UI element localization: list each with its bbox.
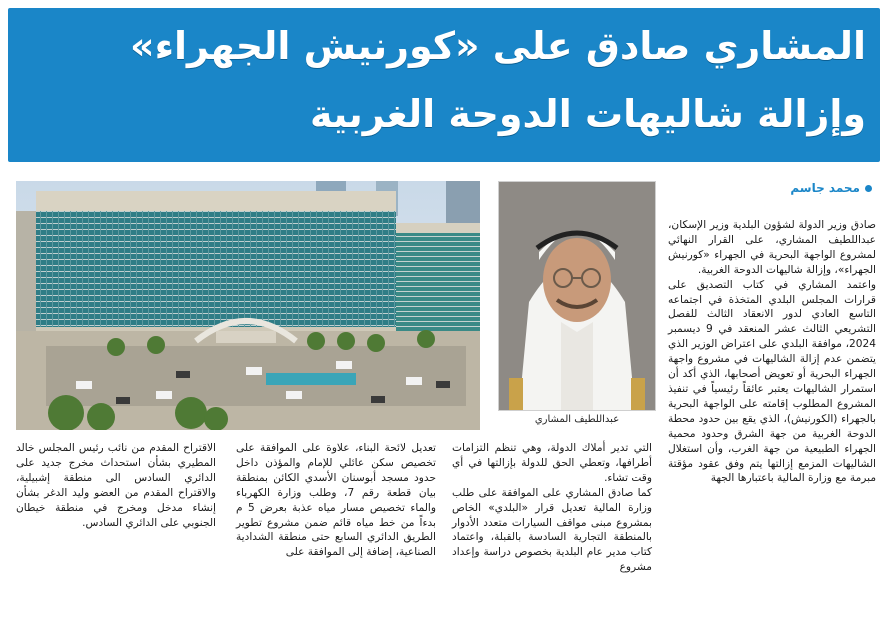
byline-author: محمد جاسم <box>790 181 860 195</box>
headline-line-2: وإزالة شاليهات الدوحة الغربية <box>309 92 866 136</box>
headline-line-1: المشاري صادق على «كورنيش الجهراء» <box>130 24 866 68</box>
portrait-photo <box>498 181 656 411</box>
article-column-1: صادق وزير الدولة لشؤون البلدية وزير الإسكان، عبداللطيف المشاري، على القرار النهائي لمشروع الواجهة البحرية في الجهراء «كورنيش الجهراء»، وإزالة شاليهات الدوحة الغربية. واعتمد المشاري في كتاب التصديق على قرارات المجلس البلدي المتخذة في اجتماعه التاسع العادي لدور الانعقاد الثالث للفصل التشريعي الثالث عشر المنعقد في 9 ديسمبر 2024، موافقة البلدي على اعتراض الوزير الذي يتضمن عدم إزالة الشاليهات في مشروع واجهة الجهراء البحرية أو تعويض أصحابها، الذي أكد أن استمرار الشاليهات يعتبر عائقاً رئيسياً في تنفيذ المشروع المطلوب إقامته على الواجهة البحرية بالجهراء (الكورنيش)، الذي يقع بين حدود محطة الدوحة الغربية من جهة الشرق وحدود محمية الجهراء الطبيعية من جهة الغرب، وأن استغلال الشاليهات المزمع إزالتها يتم وفق عقود مؤقتة مبرمة مع وزارة المالية باعتبارها الجهة <box>668 219 876 485</box>
headline-banner <box>8 8 880 162</box>
byline <box>790 181 872 195</box>
building-photo <box>16 181 480 430</box>
bullet-icon <box>865 185 872 192</box>
photo-caption: عبداللطيف المشاري <box>534 414 620 425</box>
article-column-2: التي تدير أملاك الدولة، وهي تنظم التزامات أطرافها، وتعطي الحق للدولة بإزالتها في أي وقت تشاء. كما صادق المشاري على الموافقة على طلب وزارة المالية تعديل قرار «البلدي» الخاص بمشروع مبنى مواقف السيارات متعدد الأدوار بالمنطقة التجارية السادسة بالقبلة، واعتماد كتاب مدير عام البلدية بخصوص دراسة وإعداد مشروع <box>452 442 652 574</box>
article-column-4: الاقتراح المقدم من نائب رئيس المجلس خالد المطيري بشأن استحداث مخرج جديد على الدائري السادس الى منطقة إشبيلية، والاقتراح المقدم من العضو وليد الدغر بشأن إنشاء مدخل ومخرج في منطقة خيطان الجنوبي على الدائري السادس. <box>16 442 216 529</box>
article-column-3: تعديل لائحة البناء، علاوة على الموافقة على تخصيص سكن عائلي للإمام والمؤذن داخل حدود مسجد أبوسنان الأسدي الكائن بمنطقة بيان قطعة رقم 7، وطلب وزارة الكهرباء والماء تخصيص مسار مياه عذبة بعرض 5 م بدءاً من خط مياه قائم ضمن مشروع تطوير الطريق الدائري السابع حتى منطقة الشدادية الصناعية، إضافة إلى الموافقة على <box>236 442 437 559</box>
